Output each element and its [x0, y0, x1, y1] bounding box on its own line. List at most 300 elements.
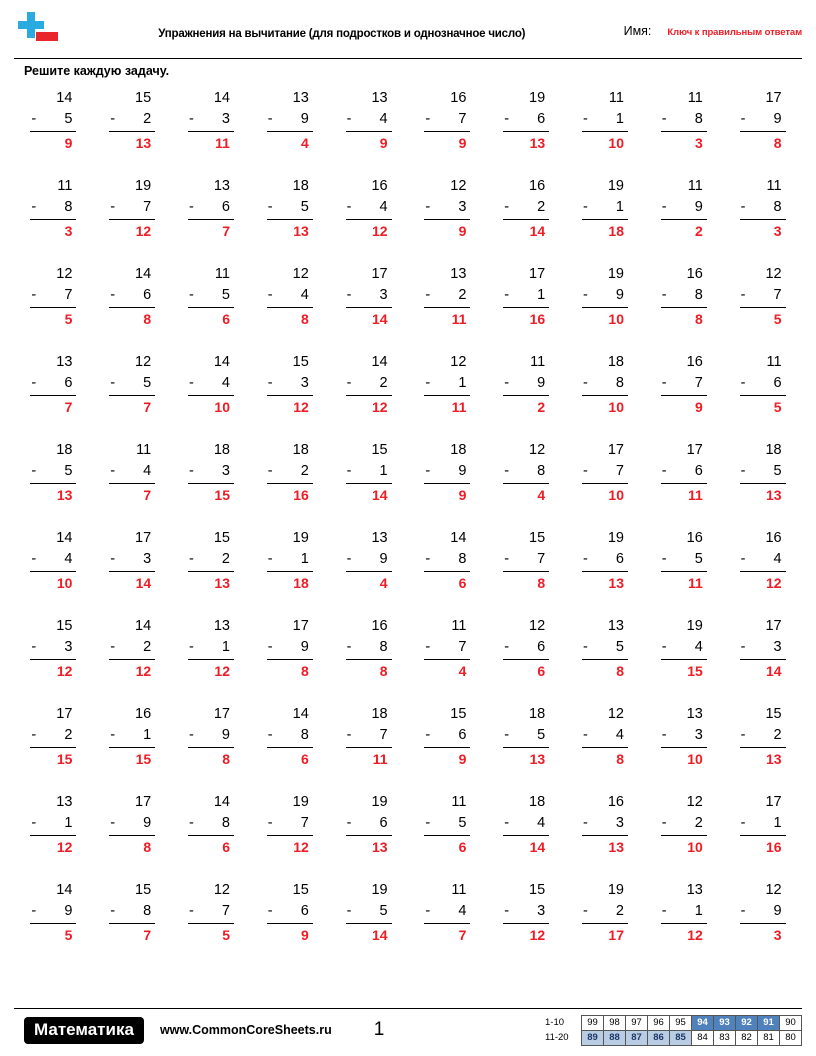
subtrahend-row [267, 725, 313, 748]
subtrahend: 7 [773, 287, 782, 304]
minus-operator: - [110, 815, 116, 832]
problem-cell [408, 616, 487, 696]
answer-value: 6 [537, 663, 546, 680]
answer-value: 14 [372, 487, 388, 504]
problem-cell [329, 704, 408, 784]
minuend: 13 [292, 90, 309, 106]
subtrahend-row [740, 901, 786, 924]
answer-key-badge: Ключ к правильным ответам [667, 27, 802, 38]
subtrahend: 6 [537, 111, 546, 128]
answer-value: 9 [694, 399, 703, 416]
problem-cell [329, 176, 408, 256]
answer-value: 8 [616, 751, 624, 768]
problem-cell [250, 880, 329, 960]
subtrahend: 3 [615, 815, 624, 832]
minuend: 14 [213, 354, 230, 370]
answer-value: 5 [64, 311, 73, 328]
minus-operator: - [504, 375, 510, 392]
minus-operator: - [346, 551, 352, 568]
subtrahend: 8 [458, 551, 467, 568]
minuend: 11 [451, 794, 467, 810]
answer-value: 12 [56, 839, 73, 856]
subtrahend-row [188, 373, 234, 396]
subtrahend: 7 [458, 111, 467, 128]
minus-operator: - [267, 287, 273, 304]
subtrahend: 4 [379, 111, 388, 128]
subtraction-problem [503, 88, 549, 153]
subtrahend-row [661, 813, 707, 836]
problem-cell [566, 704, 645, 784]
answer-value: 8 [222, 751, 230, 768]
answer-value: 8 [694, 311, 703, 328]
minuend: 18 [529, 794, 546, 810]
subtraction-problem [503, 880, 549, 945]
subtraction-problem [346, 440, 392, 505]
answer-value: 9 [458, 223, 467, 240]
subtraction-problem [740, 176, 786, 241]
score-row [545, 1030, 802, 1045]
subtrahend-row [424, 285, 470, 308]
problem-cell [172, 880, 251, 960]
subtrahend-row [661, 901, 707, 924]
minus-operator: - [110, 639, 116, 656]
minuend: 19 [529, 90, 546, 106]
problem-cell [566, 528, 645, 608]
answer-value: 13 [529, 751, 546, 768]
answer-value: 6 [222, 311, 230, 328]
subtrahend-row [30, 109, 76, 132]
problem-cell [644, 616, 723, 696]
subtrahend: 4 [537, 815, 546, 832]
subtrahend-row [267, 549, 313, 572]
score-cell: 85 [670, 1030, 692, 1045]
minus-operator: - [582, 727, 588, 744]
minus-operator: - [267, 903, 273, 920]
answer-value: 4 [537, 487, 546, 504]
score-cell: 87 [626, 1030, 648, 1045]
subtrahend-row [503, 725, 549, 748]
subtraction-problem [582, 616, 628, 681]
subtrahend-row [424, 725, 470, 748]
minus-operator: - [188, 375, 194, 392]
minus-operator: - [110, 903, 116, 920]
problem-cell [14, 792, 93, 872]
subtrahend: 4 [694, 639, 703, 656]
subtrahend: 6 [537, 639, 546, 656]
subtrahend: 6 [379, 815, 388, 832]
answer-value: 7 [143, 487, 152, 504]
minuend: 15 [135, 882, 152, 898]
minus-operator: - [110, 727, 116, 744]
subtrahend: 5 [537, 727, 546, 744]
answer-value: 8 [143, 839, 152, 856]
problem-cell [93, 528, 172, 608]
subtrahend: 9 [300, 111, 309, 128]
subtrahend-row [503, 637, 549, 660]
score-cell: 97 [626, 1015, 648, 1030]
subtraction-problem [424, 176, 470, 241]
subtrahend: 5 [379, 903, 388, 920]
minuend: 16 [607, 794, 624, 810]
subtrahend: 7 [458, 639, 467, 656]
subtraction-problem [30, 176, 76, 241]
subtraction-problem [346, 528, 392, 593]
minus-operator: - [31, 287, 37, 304]
subtrahend: 2 [615, 903, 624, 920]
subtrahend-row [267, 109, 313, 132]
minus-operator: - [740, 815, 746, 832]
minus-operator: - [31, 199, 37, 216]
minus-operator: - [110, 287, 116, 304]
minus-operator: - [425, 287, 431, 304]
answer-value: 16 [293, 487, 309, 504]
minuend: 13 [56, 794, 73, 810]
minus-operator: - [188, 903, 194, 920]
problem-cell [487, 880, 566, 960]
minus-operator: - [110, 111, 116, 128]
minuend: 11 [214, 266, 230, 282]
problem-cell [93, 616, 172, 696]
problem-cell [644, 440, 723, 520]
minuend: 19 [371, 882, 388, 898]
subtrahend: 5 [300, 199, 309, 216]
minus-operator: - [504, 199, 510, 216]
subtrahend-row [740, 461, 786, 484]
problem-cell [487, 352, 566, 432]
problem-cell [172, 704, 251, 784]
answer-value: 4 [300, 135, 309, 152]
subtrahend: 8 [300, 727, 309, 744]
minuend: 19 [607, 266, 624, 282]
name-area [624, 10, 802, 38]
answer-value: 10 [687, 751, 703, 768]
subtraction-problem [503, 352, 549, 417]
minus-operator: - [267, 111, 273, 128]
subtrahend: 1 [379, 463, 388, 480]
problem-cell [14, 528, 93, 608]
minuend: 16 [371, 178, 388, 194]
minuend: 12 [765, 266, 782, 282]
problem-cell [723, 352, 802, 432]
subtrahend: 1 [64, 815, 73, 832]
subtrahend: 7 [537, 551, 546, 568]
score-cell: 94 [692, 1015, 714, 1030]
subtraction-problem [661, 616, 707, 681]
problem-cell [93, 264, 172, 344]
subtraction-problem [188, 528, 234, 593]
problem-cell [487, 616, 566, 696]
answer-value: 10 [608, 487, 624, 504]
answer-value: 7 [143, 399, 152, 416]
minus-operator: - [110, 463, 116, 480]
minus-operator: - [504, 903, 510, 920]
subtrahend: 9 [773, 111, 782, 128]
problem-cell [172, 88, 251, 168]
subtrahend: 8 [64, 199, 73, 216]
answer-value: 8 [300, 311, 309, 328]
minus-operator: - [188, 287, 194, 304]
subtraction-problem [424, 264, 470, 329]
subtrahend-row [582, 813, 628, 836]
minus-operator: - [267, 463, 273, 480]
subtraction-problem [267, 792, 313, 857]
subtraction-problem [30, 440, 76, 505]
score-table [545, 1015, 802, 1046]
problem-cell [93, 440, 172, 520]
minus-operator: - [188, 199, 194, 216]
subtrahend-row [30, 197, 76, 220]
minus-operator: - [267, 639, 273, 656]
score-cell: 90 [780, 1015, 802, 1030]
problem-cell [329, 528, 408, 608]
problem-cell [487, 176, 566, 256]
minuend: 12 [607, 706, 624, 722]
answer-value: 13 [372, 839, 388, 856]
score-row [545, 1015, 802, 1030]
answer-value: 12 [529, 927, 546, 944]
subtrahend-row [267, 901, 313, 924]
problem-cell [93, 352, 172, 432]
subtrahend: 3 [221, 463, 230, 480]
minuend: 17 [135, 530, 152, 546]
subtrahend: 2 [143, 111, 152, 128]
answer-value: 14 [372, 311, 388, 328]
minuend: 14 [135, 618, 152, 634]
score-cell: 95 [670, 1015, 692, 1030]
score-cell: 91 [758, 1015, 780, 1030]
subtrahend: 3 [143, 551, 152, 568]
minus-operator: - [740, 463, 746, 480]
answer-value: 8 [537, 575, 546, 592]
subtrahend-row [582, 549, 628, 572]
minus-operator: - [188, 727, 194, 744]
minuend: 16 [450, 90, 467, 106]
minuend: 15 [213, 530, 230, 546]
answer-value: 13 [608, 839, 624, 856]
minus-operator: - [504, 111, 510, 128]
page-title: Упражнения на вычитание (для подростков и однозначное число) [158, 28, 526, 40]
subtrahend-row [30, 813, 76, 836]
problem-cell [723, 792, 802, 872]
problem-cell [408, 528, 487, 608]
answer-value: 12 [293, 839, 309, 856]
problem-cell [172, 528, 251, 608]
subtrahend-row [188, 901, 234, 924]
answer-value: 15 [56, 751, 73, 768]
minuend: 13 [607, 618, 624, 634]
subtrahend-row [503, 197, 549, 220]
subtraction-problem [188, 440, 234, 505]
subtraction-problem [188, 264, 234, 329]
minuend: 12 [765, 882, 782, 898]
answer-value: 7 [458, 927, 467, 944]
subtrahend: 4 [773, 551, 782, 568]
minus-operator: - [425, 903, 431, 920]
subtraction-problem [503, 264, 549, 329]
answer-value: 11 [451, 311, 467, 328]
subtraction-problem [661, 352, 707, 417]
subtrahend-row [30, 549, 76, 572]
answer-value: 14 [529, 839, 546, 856]
minuend: 16 [135, 706, 152, 722]
subtrahend-row [188, 197, 234, 220]
minuend: 12 [213, 882, 230, 898]
answer-value: 8 [773, 135, 782, 152]
minuend: 13 [213, 618, 230, 634]
subtraction-problem [661, 792, 707, 857]
minuend: 18 [56, 442, 73, 458]
subtrahend-row [188, 725, 234, 748]
answer-value: 2 [694, 223, 703, 240]
subtrahend: 2 [300, 463, 309, 480]
subtrahend-row [346, 813, 392, 836]
subtrahend: 8 [694, 287, 703, 304]
subtrahend: 9 [64, 903, 73, 920]
subtrahend-row [30, 285, 76, 308]
subtrahend-row [661, 725, 707, 748]
answer-value: 5 [64, 927, 73, 944]
minuend: 18 [450, 442, 467, 458]
subtrahend: 2 [458, 287, 467, 304]
subtrahend: 1 [615, 199, 624, 216]
subtrahend: 6 [300, 903, 309, 920]
answer-value: 13 [766, 751, 782, 768]
minus-operator: - [661, 199, 667, 216]
subtraction-problem [503, 176, 549, 241]
subtrahend: 9 [379, 551, 388, 568]
page-footer [14, 1008, 802, 1048]
minuend: 15 [371, 442, 388, 458]
subtrahend: 2 [773, 727, 782, 744]
minuend: 11 [608, 90, 624, 106]
subtraction-problem [188, 792, 234, 857]
minuend: 18 [292, 442, 309, 458]
problem-cell [14, 176, 93, 256]
minuend: 11 [766, 178, 782, 194]
subtrahend: 6 [221, 199, 230, 216]
subtrahend-row [267, 197, 313, 220]
minus-operator: - [188, 639, 194, 656]
header-divider [14, 58, 802, 59]
problem-cell [329, 352, 408, 432]
problem-cell [566, 616, 645, 696]
subtrahend-row [661, 109, 707, 132]
subtrahend-row [109, 373, 155, 396]
subtraction-problem [346, 88, 392, 153]
minus-operator: - [425, 199, 431, 216]
answer-value: 15 [687, 663, 703, 680]
score-cell: 98 [604, 1015, 626, 1030]
subtrahend: 6 [773, 375, 782, 392]
minus-operator: - [425, 727, 431, 744]
answer-value: 5 [773, 399, 782, 416]
answer-value: 7 [64, 399, 73, 416]
minuend: 19 [686, 618, 703, 634]
subtrahend: 7 [300, 815, 309, 832]
minuend: 15 [529, 530, 546, 546]
answer-value: 11 [687, 575, 703, 592]
subtraction-problem [188, 176, 234, 241]
subtrahend-row [424, 197, 470, 220]
minus-operator: - [661, 639, 667, 656]
minuend: 17 [292, 618, 309, 634]
minus-operator: - [740, 375, 746, 392]
subtrahend-row [267, 461, 313, 484]
answer-value: 12 [687, 927, 703, 944]
score-cell: 92 [736, 1015, 758, 1030]
answer-value: 4 [458, 663, 467, 680]
subtraction-problem [740, 528, 786, 593]
minuend: 15 [450, 706, 467, 722]
subtraction-problem [740, 440, 786, 505]
answer-value: 8 [143, 311, 152, 328]
subtrahend-row [582, 109, 628, 132]
answer-value: 5 [773, 311, 782, 328]
subtraction-problem [267, 880, 313, 945]
minus-operator: - [740, 551, 746, 568]
subtrahend-row [188, 109, 234, 132]
score-row-label: 1-10 [545, 1017, 565, 1028]
minus-operator: - [740, 287, 746, 304]
minuend: 15 [529, 882, 546, 898]
problem-cell [723, 176, 802, 256]
subtraction-problem [582, 792, 628, 857]
problem-cell [644, 704, 723, 784]
subtrahend-row [346, 197, 392, 220]
minus-operator: - [346, 287, 352, 304]
subtraction-problem [661, 88, 707, 153]
subtraction-problem [661, 176, 707, 241]
subtrahend: 1 [458, 375, 467, 392]
problem-cell [644, 264, 723, 344]
minuend: 19 [135, 178, 152, 194]
subtraction-problem [346, 880, 392, 945]
subtraction-problem [740, 616, 786, 681]
subtraction-problem [267, 352, 313, 417]
answer-value: 12 [293, 399, 309, 416]
minuend: 16 [529, 178, 546, 194]
subtraction-problem [267, 264, 313, 329]
subtrahend: 6 [143, 287, 152, 304]
subtrahend: 7 [615, 463, 624, 480]
problem-cell [408, 440, 487, 520]
subtrahend: 1 [773, 815, 782, 832]
minus-operator: - [504, 727, 510, 744]
minuend: 13 [371, 530, 388, 546]
answer-value: 10 [608, 311, 624, 328]
subtrahend: 2 [379, 375, 388, 392]
problem-cell [566, 264, 645, 344]
minus-operator: - [582, 815, 588, 832]
answer-value: 9 [458, 487, 467, 504]
minus-operator: - [661, 815, 667, 832]
problem-cell [93, 176, 172, 256]
problem-cell [723, 704, 802, 784]
problem-cell [250, 264, 329, 344]
minuend: 14 [213, 90, 230, 106]
subtrahend-row [30, 725, 76, 748]
subtraction-problem [267, 528, 313, 593]
subtraction-problem [188, 88, 234, 153]
minus-operator: - [31, 727, 37, 744]
minus-operator: - [346, 639, 352, 656]
minuend: 18 [213, 442, 230, 458]
minuend: 11 [451, 618, 467, 634]
subtrahend: 8 [143, 903, 152, 920]
minus-operator: - [740, 639, 746, 656]
subtrahend: 3 [458, 199, 467, 216]
answer-value: 9 [379, 135, 388, 152]
